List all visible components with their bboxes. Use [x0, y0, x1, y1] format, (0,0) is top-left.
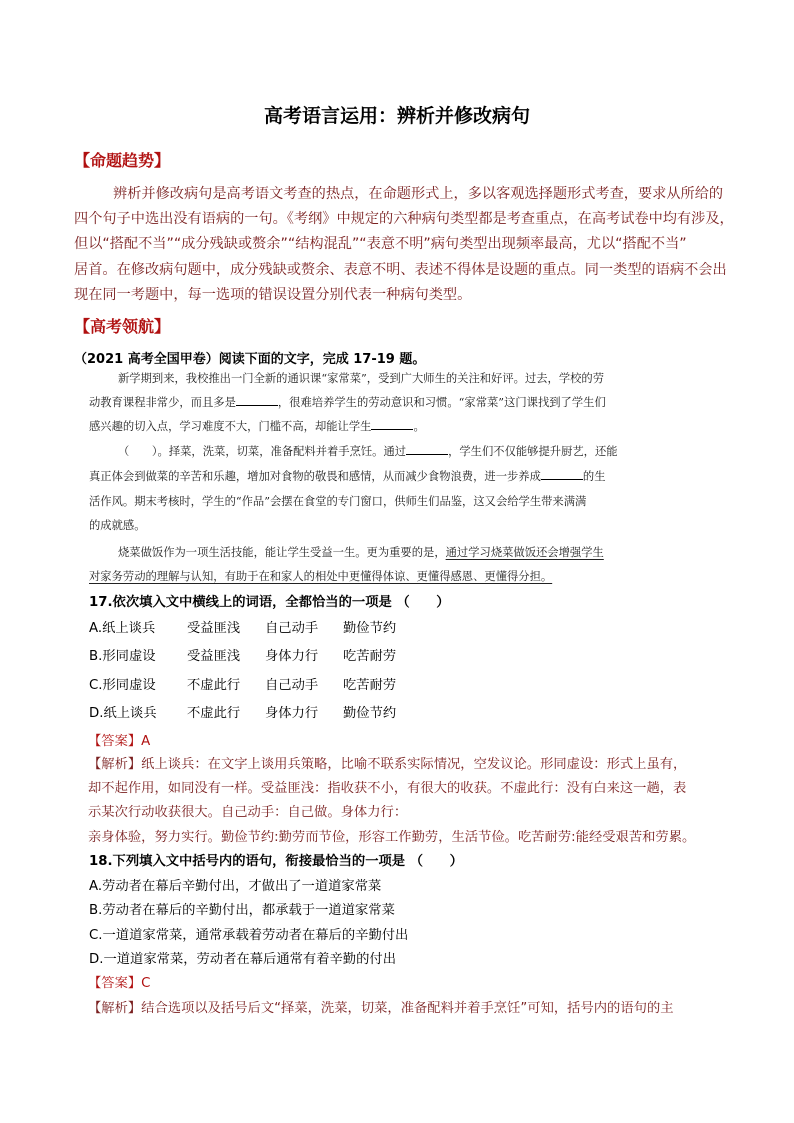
passage-text: ，学生们不仅能够提升厨艺，还能 — [448, 445, 618, 458]
option-18-c: C.一道道家常菜，通常承载着劳动者在幕后的辛勤付出 — [89, 928, 409, 943]
option-word: 不虚此行 — [187, 678, 241, 693]
option-18-d: D.一道道家常菜，劳动者在幕后通常有着辛勤的付出 — [89, 952, 396, 967]
passage-line — [89, 415, 425, 439]
fill-blank-3 — [406, 453, 448, 455]
trend-line-1: 辨析并修改病句是高考语文考查的热点，在命题形式上，多以客观选择题形式考查，要求从所给的 — [113, 186, 724, 202]
option-word: D.纸上谈兵 — [89, 706, 157, 721]
passage-line — [89, 391, 606, 415]
section-heading-trend: 【命题趋势】 — [74, 151, 171, 170]
trend-line-2: 四个句子中选出没有语病的一句。《考纲》中规定的六种病句类型都是考查重点，在高考试卷中均有涉及， — [74, 211, 734, 227]
passage-text: 感兴趣的切入点，学习难度不大，门槛不高，却能让学生 — [89, 420, 372, 433]
analysis-17-line: 【解析】纸上谈兵：在文字上谈用兵策略，比喻不联系实际情况，空发议论。形同虚设：形式上虽有， — [88, 757, 687, 772]
option-word: 吃苦耐劳 — [343, 678, 397, 693]
analysis-17-line: 亲身体验，努力实行。勤俭节约:勤劳而节俭，形容工作勤劳，生活节俭。吃苦耐劳:能经受艰苦和劳累。 — [88, 830, 696, 845]
passage-line — [118, 541, 604, 565]
passage-text: 烧菜做饭作为一项生活技能，能让学生受益一生。更为重要的是， — [118, 546, 446, 559]
question-source: （2021 高考全国甲卷）阅读下面的文字，完成 17-19 题。 — [74, 352, 426, 367]
analysis-18-line: 【解析】结合选项以及括号后文“择菜，洗菜，切菜，准备配料并着手烹饪”可知，括号内的语句的主 — [88, 1001, 674, 1016]
question-17-stem: 17.依次填入文中横线上的词语，全都恰当的一项是 （ ） — [89, 595, 450, 610]
answer-18: 【答案】C — [88, 976, 151, 991]
passage-text: 。 — [413, 420, 425, 433]
option-word: 吃苦耐劳 — [343, 649, 397, 664]
fill-blank-4 — [541, 478, 583, 480]
underlined-sentence: 通过学习烧菜做饭还会增强学生 — [445, 546, 604, 559]
passage-text: 的生 — [582, 470, 606, 483]
trend-line-3: 但以“搭配不当”“成分残缺或赘余”“结构混乱”“表意不明”病句类型出现频率最高，尤以“搭配不当” — [74, 236, 687, 252]
underlined-sentence: 对家务劳动的理解与认知，有助于在和家人的相处中更懂得体谅、更懂得感恩、更懂得分担。 — [89, 570, 553, 583]
option-18-b: B.劳动者在幕后的辛勤付出，都承载于一道道家常菜 — [89, 903, 395, 918]
trend-line-4: 居首。在修改病句题中，成分残缺或赘余、表意不明、表述不得体是设题的重点。同一类型的语病不会出 — [74, 262, 727, 278]
passage-line: 活作风。期末考核时，学生的“作品”会摆在食堂的专门窗口，供师生们品鉴，这又会给学生带来满满 — [89, 495, 587, 508]
passage-line: 的成就感。 — [89, 519, 146, 532]
analysis-17-line: 示某次行动收获很大。自己动手：自己做。身体力行： — [88, 805, 408, 820]
option-18-a: A.劳动者在幕后辛勤付出，才做出了一道道家常菜 — [89, 879, 382, 894]
analysis-17-line: 却不起作用，如同没有一样。受益匪浅：指收获不小，有很大的收获。不虚此行：没有白来这一趟，表 — [88, 781, 687, 796]
option-word: 勤俭节约 — [343, 706, 397, 721]
passage-line — [89, 465, 606, 489]
passage-text: 动教育课程非常少，而且多是 — [89, 396, 236, 409]
question-18-stem: 18.下列填入文中括号内的语句，衔接最恰当的一项是 （ ） — [89, 854, 463, 869]
option-word: 不虚此行 — [187, 706, 241, 721]
option-row-d — [89, 702, 489, 722]
option-word: A.纸上谈兵 — [89, 621, 156, 636]
option-word: 自己动手 — [265, 678, 319, 693]
section-heading-guide: 【高考领航】 — [74, 317, 171, 336]
fill-blank-2 — [371, 428, 413, 430]
option-row-a — [89, 617, 489, 637]
passage-line: 新学期到来，我校推出一门全新的通识课“家常菜”，受到广大师生的关注和好评。过去，学校的劳 — [118, 372, 605, 385]
page-title: 高考语言运用：辨析并修改病句 — [263, 105, 530, 127]
option-word: 身体力行 — [265, 706, 319, 721]
option-word: 身体力行 — [265, 649, 319, 664]
option-word: C.形同虚设 — [89, 678, 156, 693]
option-row-b — [89, 645, 489, 665]
answer-17: 【答案】A — [88, 734, 151, 749]
passage-text: （ ）。择菜，洗菜，切菜，准备配料并着手烹饪。通过 — [118, 445, 407, 458]
passage-text: ，很难培养学生的劳动意识和习惯。“家常菜”这门课找到了学生们 — [277, 396, 606, 409]
option-word: 自己动手 — [265, 621, 319, 636]
passage-text: 真正体会到做菜的辛苦和乐趣，增加对食物的敬畏和感情，从而减少食物浪费，进一步养成 — [89, 470, 541, 483]
passage-line — [118, 440, 618, 464]
option-row-c — [89, 674, 489, 694]
fill-blank-1 — [236, 404, 278, 406]
option-word: 受益匪浅 — [187, 621, 241, 636]
trend-line-5: 现在同一考题中，每一选项的错误设置分别代表一种病句类型。 — [74, 287, 472, 303]
option-word: B.形同虚设 — [89, 649, 156, 664]
option-word: 勤俭节约 — [343, 621, 397, 636]
option-word: 受益匪浅 — [187, 649, 241, 664]
